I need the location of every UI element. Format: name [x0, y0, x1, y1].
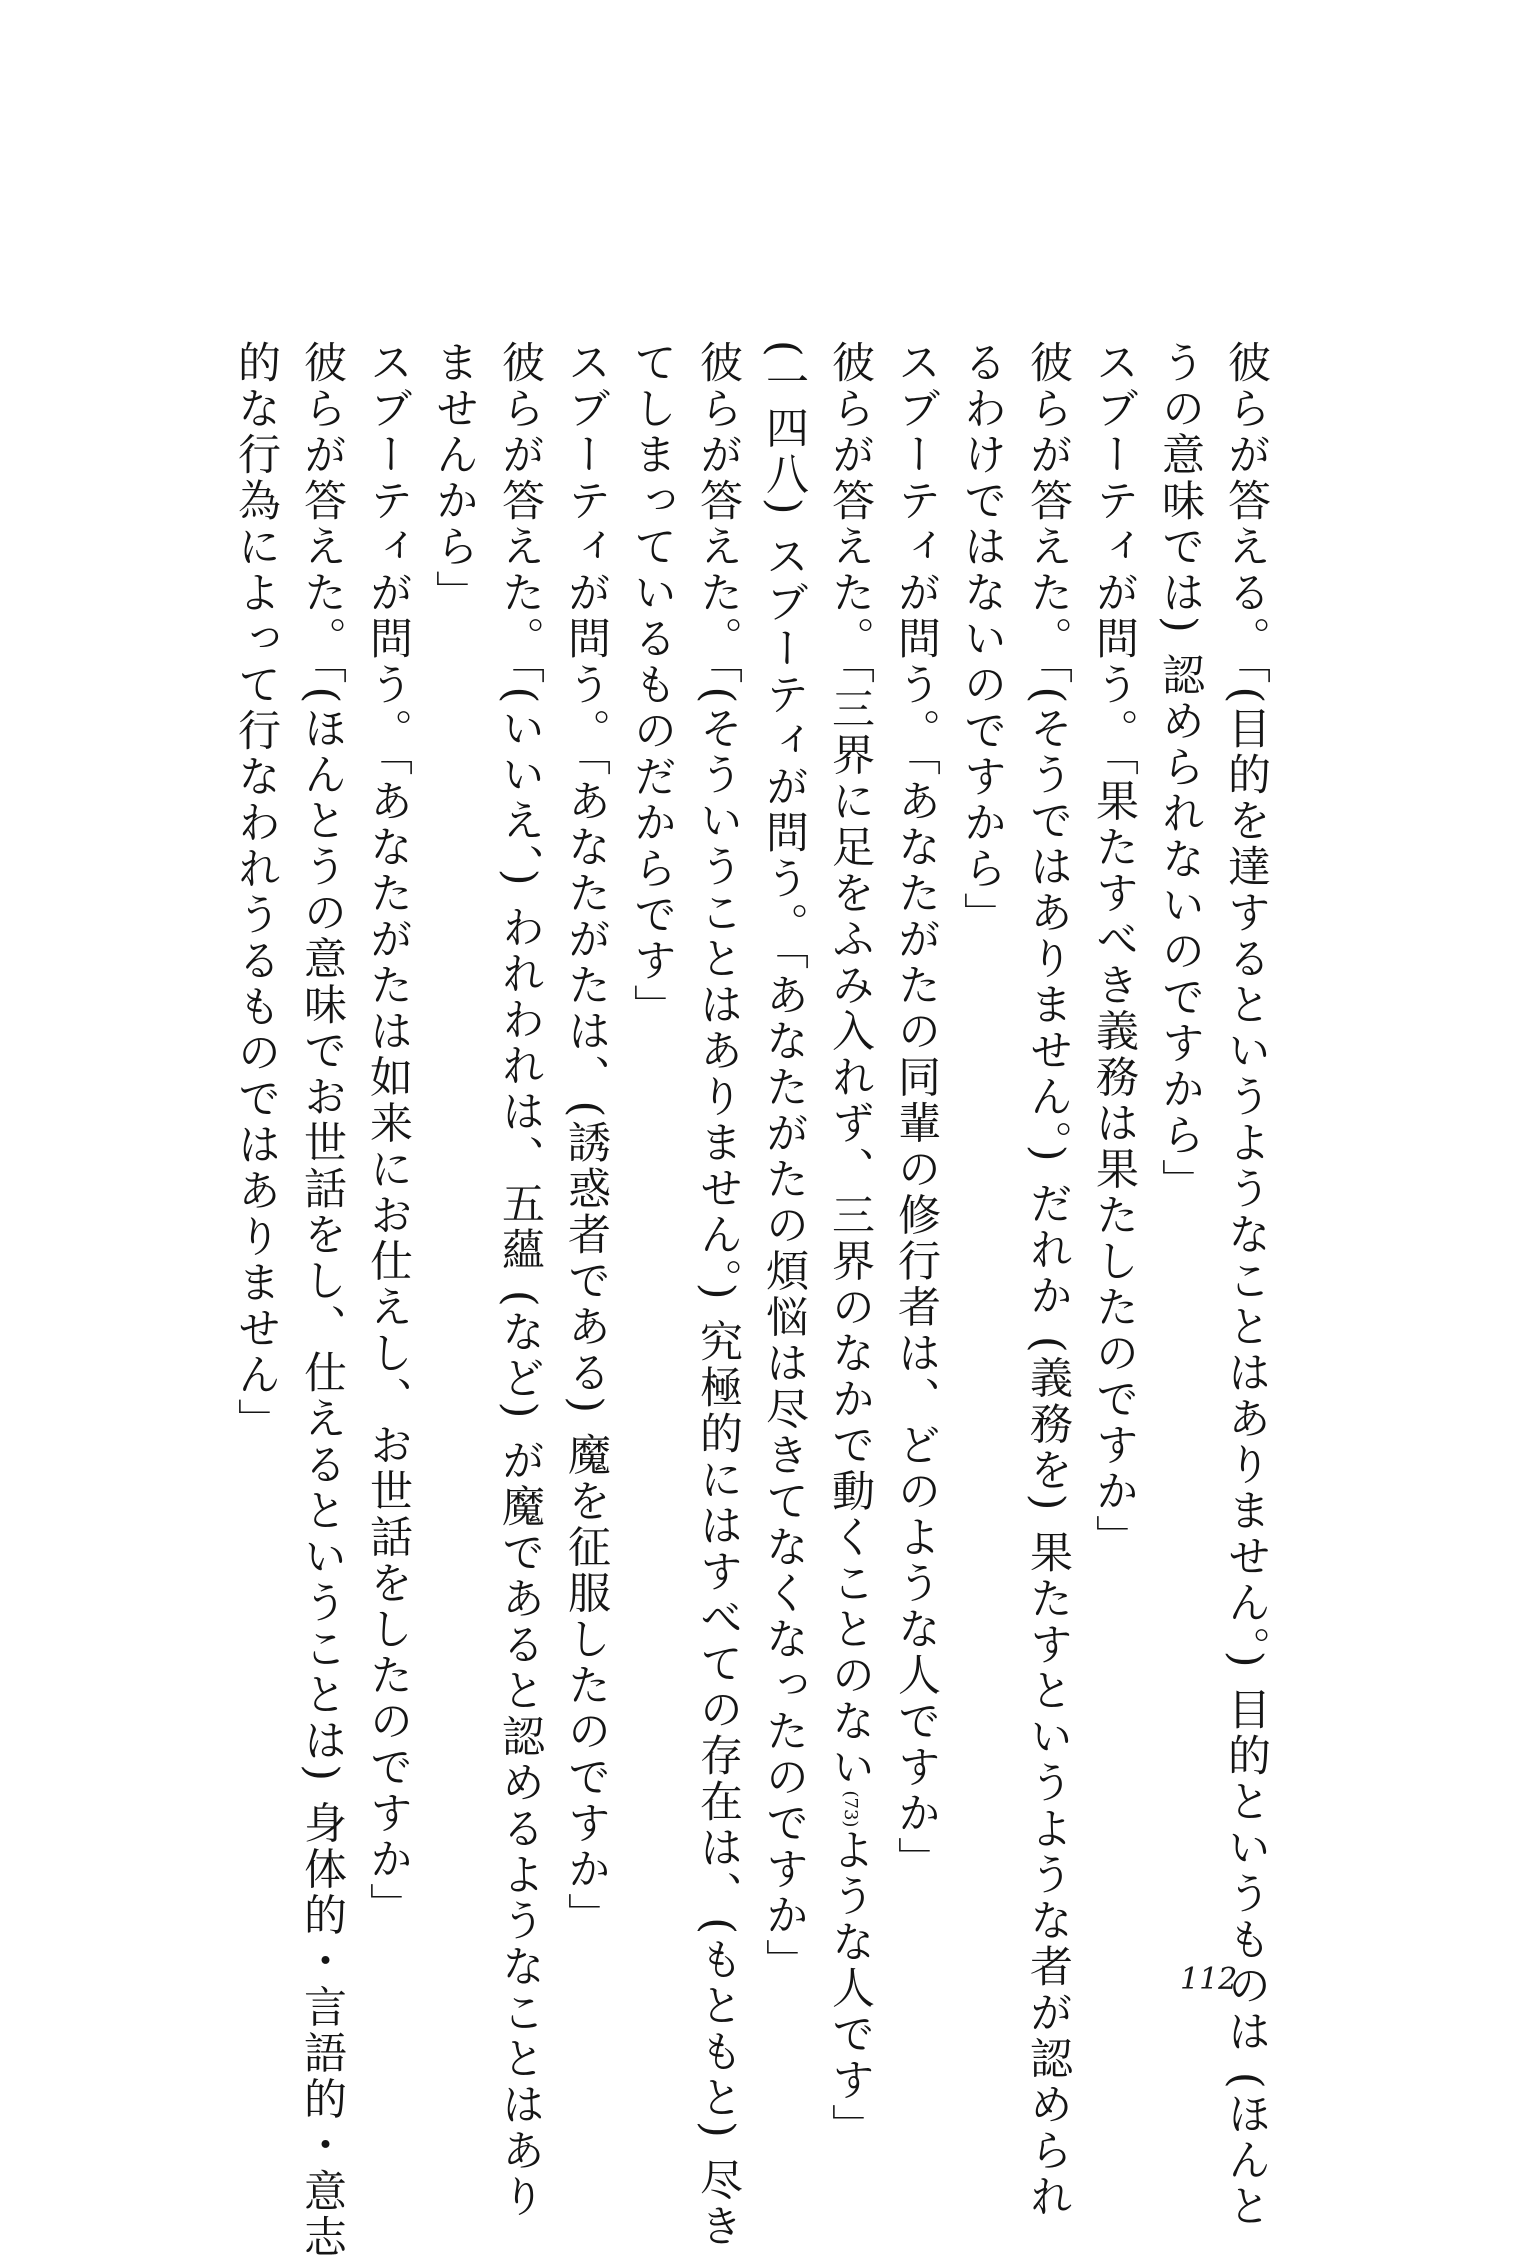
text-line-10: てしまっているものだからです」 — [627, 340, 677, 1030]
text-line-4: 彼らが答えた。「(そうではありません。) だれか (義務を) 果たすというような者が認められ — [1023, 340, 1073, 2221]
text-line-15: 彼らが答えた。「(ほんとうの意味でお世話をし、仕えるということは) 身体的・言語的・意志 — [297, 340, 347, 2261]
text-line-7 — [817, 340, 883, 2150]
text-line-7-head: 彼らが答えた。「三界に足をふみ入れず、三界のなかで動くことのない — [825, 340, 875, 1791]
text-line-12: 彼らが答えた。「(いいえ、) われわれは、五蘊 (など) が魔であると認めるようなことはあり — [495, 340, 545, 2221]
text-line-3: スブーティが問う。「果たすべき義務は果たしたのですか」 — [1089, 340, 1139, 1561]
text-line-9: 彼らが答えた。「(そういうことはありません。) 究極的にはすべての存在は、(もともと) 尽き — [693, 340, 743, 2250]
text-line-5: るわけではないのですから」 — [957, 340, 1007, 938]
text-line-13: ませんから」 — [429, 340, 479, 616]
text-line-16: 的な行為によって行なわれうるものではありません」 — [231, 340, 281, 1444]
page-number: 112 — [1180, 1962, 1238, 1997]
text-line-8: (一四八) スブーティが問う。「あなたがたの煩悩は尽きてなくなったのですか」 — [759, 340, 809, 1985]
text-line-6: スブーティが問う。「あなたがたの同輩の修行者は、どのような人ですか」 — [891, 340, 941, 1883]
text-line-11: スブーティが問う。「あなたがたは、(誘惑者である) 魔を征服したのですか」 — [561, 340, 611, 1939]
note-marker: (73) — [840, 1790, 861, 1828]
text-line-14: スブーティが問う。「あなたがたは如来にお仕えし、お世話をしたのですか」 — [363, 340, 413, 1929]
text-line-7-tail: ような人です」 — [825, 1827, 875, 2150]
text-line-1: 彼らが答える。「(目的を達するというようなことはありません。) 目的というものは (ほんと — [1221, 340, 1271, 2230]
text-line-2: うの意味では) 認められないのですから」 — [1155, 340, 1205, 1205]
